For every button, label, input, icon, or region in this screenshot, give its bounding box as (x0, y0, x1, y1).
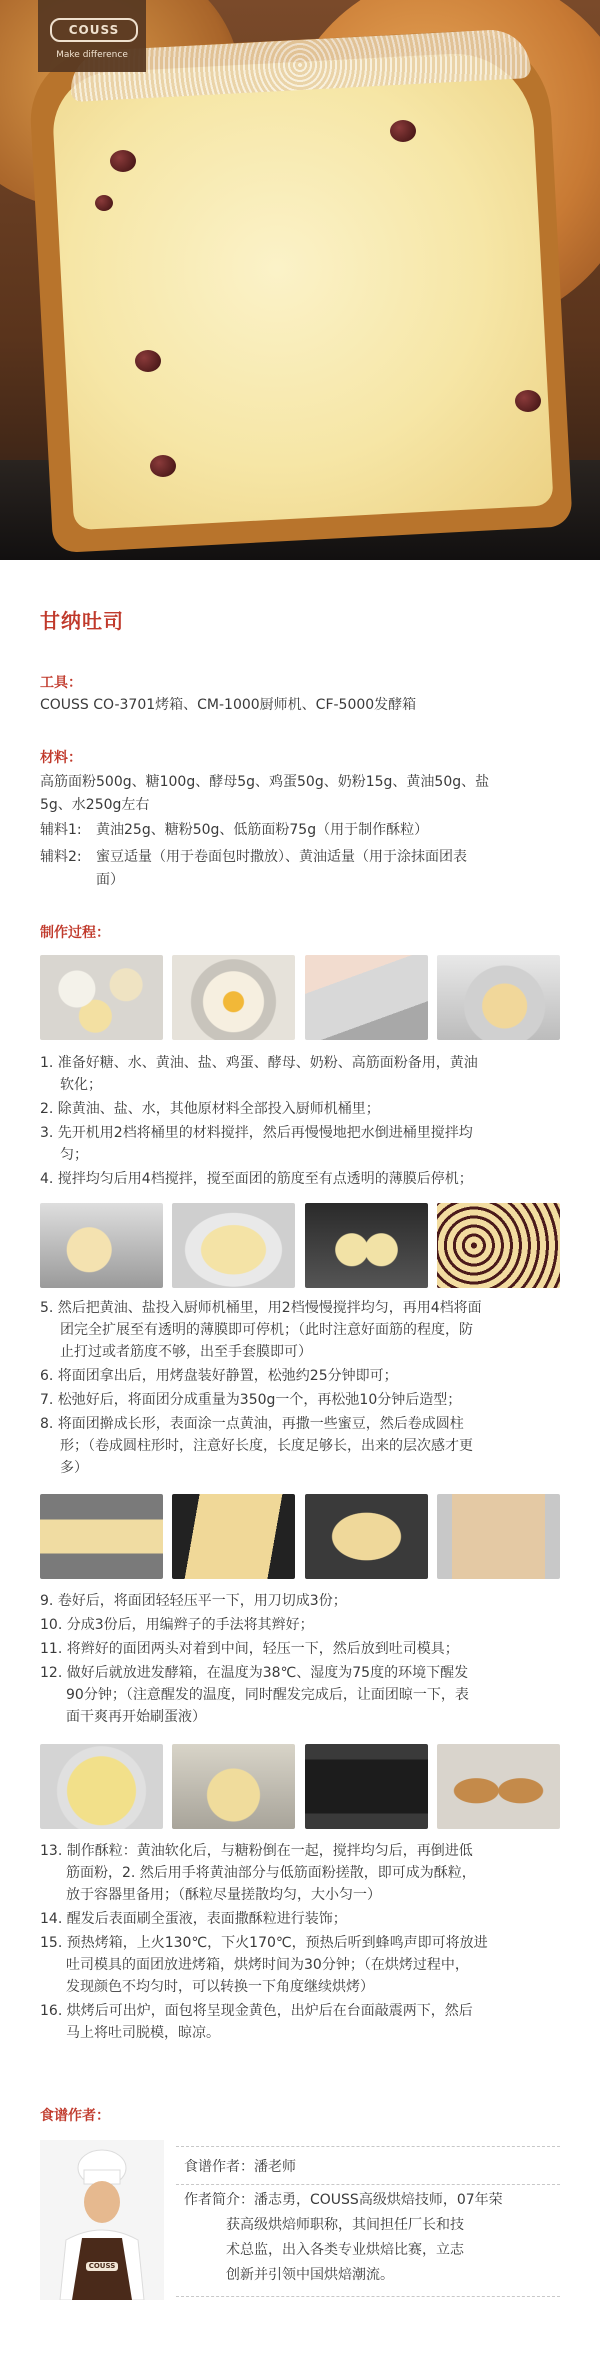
step-photo (305, 955, 428, 1040)
author-intro-line3: 术总监，出入各类专业烘焙比赛，立志 (226, 2242, 464, 2258)
aux2-text: 蜜豆适量（用于卷面包时撒放）、黄油适量（用于涂抹面团表 (96, 849, 467, 865)
step-13-line2: 筋面粉，2. 然后用手将黄油部分与低筋面粉搓散，即可成为酥粒， (66, 1865, 476, 1881)
aux2-line (40, 847, 560, 868)
brand-logo[interactable] (38, 0, 146, 72)
brand-logo-text: COUSS (50, 18, 138, 42)
step-4: 4. 搅拌均匀后用4档搅拌，搅至面团的筋度至有点透明的薄膜后停机； (40, 1171, 473, 1187)
step-photo (437, 1744, 560, 1829)
tools-text: COUSS CO-3701烤箱、CM-1000厨师机、CF-5000发酵箱 (40, 697, 417, 713)
step-8-line2: 形；（卷成圆柱形时，注意好长度，长度足够长，出来的层次感才更 (60, 1438, 473, 1454)
step-photo (172, 1203, 295, 1288)
step-16-line2: 马上将吐司脱模，晾凉。 (66, 2025, 220, 2041)
materials-main-line2: 5g、水250g左右 (40, 797, 150, 813)
step-photo (305, 1744, 428, 1829)
materials-main-line1: 高筋面粉500g、糖100g、酵母5g、鸡蛋50g、奶粉15g、黄油50g、盐 (40, 774, 490, 790)
step-photo (437, 1203, 560, 1288)
aux2-label: 辅料2: (40, 849, 82, 865)
step-photo (172, 1744, 295, 1829)
step-2: 2. 除黄油、盐、水，其他原材料全部投入厨师机桶里； (40, 1101, 380, 1117)
author-intro-line1 (184, 2190, 554, 2211)
step-13-line3: 放于容器里备用；（酥粒尽量搓散均匀，大小匀一） (66, 1887, 381, 1903)
step-12-line1: 12. 做好后就放进发酵箱，在温度为38℃、湿度为75度的环境下醒发 (40, 1665, 469, 1681)
hero-bread-photo (0, 0, 600, 560)
aux1-line (40, 820, 560, 841)
step-15-line3: 发现颜色不均匀时，可以转换一下角度继续烘烤） (66, 1979, 374, 1995)
step-16-line1: 16. 烘烤后可出炉，面包将呈现金黄色，出炉后在台面敲震两下，然后 (40, 2003, 473, 2019)
divider (176, 2296, 560, 2297)
step-photo (305, 1494, 428, 1579)
step-5-line3: 止打过或者筋度不够，出至手套膜即可） (60, 1344, 312, 1360)
step-8-line3: 多） (60, 1460, 88, 1476)
author-heading: 食谱作者： (40, 2108, 110, 2124)
author-intro-line4: 创新并引领中国烘焙潮流。 (226, 2267, 394, 2283)
step-3-line1: 3. 先开机用2档将桶里的材料搅拌，然后再慢慢地把水倒进桶里搅拌均 (40, 1125, 473, 1141)
step-12-line2: 90分钟；（注意醒发的温度，同时醒发完成后，让面团晾一下，表 (66, 1687, 469, 1703)
aux2-text-line2: 面） (96, 872, 124, 888)
author-intro-text: 潘志勇，COUSS高级烘焙技师，07年荣 (254, 2192, 503, 2208)
aux1-text: 黄油25g、糖粉50g、低筋面粉75g（用于制作酥粒） (96, 822, 429, 838)
photo-row-3 (40, 1494, 560, 1579)
author-name-line (184, 2157, 554, 2178)
materials-heading: 材料： (40, 750, 82, 766)
step-15-line1: 15. 预热烤箱，上火130℃，下火170℃，预热后听到蜂鸣声即可将放进 (40, 1935, 488, 1951)
step-5-line1: 5. 然后把黄油、盐投入厨师机桶里，用2档慢慢搅拌均匀，再用4档将面 (40, 1300, 482, 1316)
step-9: 9. 卷好后，将面团轻轻压平一下，用刀切成3份； (40, 1593, 347, 1609)
step-3-line2: 匀； (60, 1147, 88, 1163)
tools-heading: 工具： (40, 675, 82, 691)
step-12-line3: 面干爽再开始刷蛋液） (66, 1709, 206, 1725)
step-photo (437, 955, 560, 1040)
step-1-line2: 软化； (60, 1077, 102, 1093)
step-1-line1: 1. 准备好糖、水、黄油、盐、鸡蛋、酵母、奶粉、高筋面粉备用，黄油 (40, 1055, 478, 1071)
step-13-line1: 13. 制作酥粒：黄油软化后，与糖粉倒在一起，搅拌均匀后，再倒进低 (40, 1843, 473, 1859)
step-photo (172, 955, 295, 1040)
step-photo (305, 1203, 428, 1288)
divider (176, 2146, 560, 2147)
step-photo (40, 1744, 163, 1829)
step-5-line2: 团完全扩展至有透明的薄膜即可停机；（此时注意好面筋的程度，防 (60, 1322, 473, 1338)
step-photo (172, 1494, 295, 1579)
step-11: 11. 将辫好的面团两头对着到中间，轻压一下，然后放到吐司模具； (40, 1641, 459, 1657)
brand-tagline: Make difference (56, 50, 128, 60)
chef-illustration (40, 2140, 164, 2300)
step-10: 10. 分成3份后，用编辫子的手法将其辫好； (40, 1617, 314, 1633)
apron-logo-text: COUSS (88, 2262, 116, 2270)
author-intro-line2: 获高级烘焙师职称，其间担任厂长和技 (226, 2217, 464, 2233)
author-avatar (40, 2140, 164, 2300)
step-photo (437, 1494, 560, 1579)
author-intro-label: 作者简介： (184, 2192, 254, 2208)
photo-row-4 (40, 1744, 560, 1829)
photo-row-1 (40, 955, 560, 1040)
author-name: 潘老师 (254, 2159, 296, 2175)
divider (176, 2184, 560, 2185)
process-heading: 制作过程： (40, 925, 110, 941)
step-8-line1: 8. 将面团擀成长形，表面涂一点黄油，再撒一些蜜豆，然后卷成圆柱 (40, 1416, 464, 1432)
recipe-title: 甘纳吐司 (40, 609, 124, 633)
photo-row-2 (40, 1203, 560, 1288)
aux1-label: 辅料1: (40, 822, 82, 838)
author-name-label: 食谱作者： (184, 2159, 254, 2175)
step-15-line2: 吐司模具的面团放进烤箱，烘烤时间为30分钟；（在烘烤过程中， (66, 1957, 469, 1973)
step-6: 6. 将面团拿出后，用烤盘装好静置，松弛约25分钟即可； (40, 1368, 398, 1384)
step-photo (40, 955, 163, 1040)
step-7: 7. 松弛好后，将面团分成重量为350g一个，再松弛10分钟后造型； (40, 1392, 462, 1408)
step-photo (40, 1494, 163, 1579)
step-14: 14. 醒发后表面刷全蛋液，表面撒酥粒进行装饰； (40, 1911, 347, 1927)
step-photo (40, 1203, 163, 1288)
